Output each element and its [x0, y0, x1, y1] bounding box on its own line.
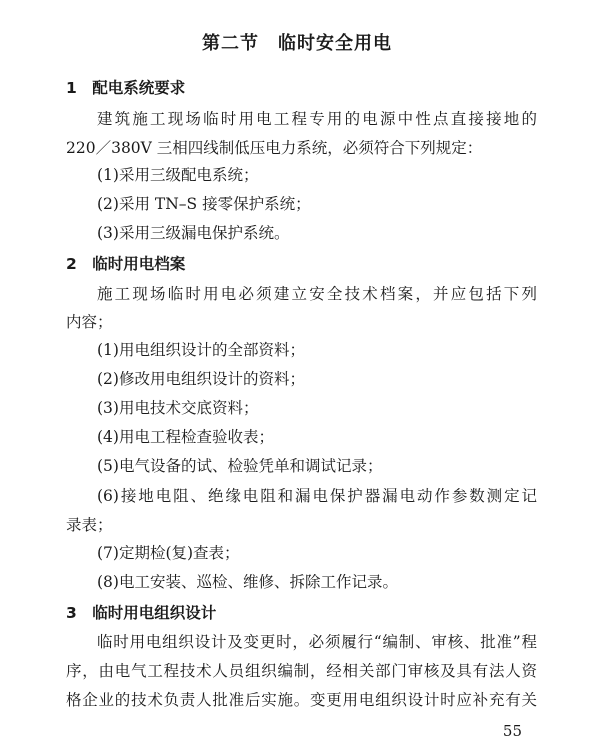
page-number: 55 — [502, 722, 522, 740]
list-item: (3)用电技术交底资料； — [97, 399, 259, 417]
paragraph-line: 内容； — [66, 313, 113, 331]
list-item: (2)采用 TN–S 接零保护系统； — [97, 195, 311, 213]
list-item: (3)采用三级漏电保护系统。 — [97, 224, 290, 242]
paragraph-line: 格企业的技术负责人批准后实施。变更用电组织设计时应补充有关 — [66, 691, 537, 709]
list-item: (5)电气设备的试、检验凭单和调试记录； — [97, 457, 383, 475]
list-item: (4)用电工程检查验收表； — [97, 428, 274, 446]
list-item: (6)接地电阻、绝缘电阻和漏电保护器漏电动作参数测定记 — [97, 487, 537, 505]
paragraph-line: 临时用电组织设计及变更时，必须履行“编制、审核、批准”程 — [97, 633, 537, 651]
list-item: (7)定期检(复)查表； — [97, 544, 240, 562]
list-item-continuation: 录表； — [66, 516, 113, 534]
subsection-heading-power-records: 2 临时用电档案 — [66, 255, 186, 273]
list-item: (8)电工安装、巡检、维修、拆除工作记录。 — [97, 573, 398, 591]
section-title: 第二节 临时安全用电 — [202, 33, 392, 54]
list-item: (1)采用三级配电系统； — [97, 166, 259, 184]
paragraph-line: 220／380V 三相四线制低压电力系统，必须符合下列规定： — [66, 139, 483, 157]
paragraph-line: 序，由电气工程技术人员组织编制，经相关部门审核及具有法人资 — [66, 662, 537, 680]
list-item: (2)修改用电组织设计的资料； — [97, 370, 305, 388]
subsection-heading-power-distribution: 1 配电系统要求 — [66, 79, 186, 97]
list-item: (1)用电组织设计的全部资料； — [97, 341, 305, 359]
paragraph-line: 施工现场临时用电必须建立安全技术档案，并应包括下列 — [97, 285, 537, 303]
subsection-heading-power-design: 3 临时用电组织设计 — [66, 604, 217, 622]
paragraph-line: 建筑施工现场临时用电工程专用的电源中性点直接接地的 — [97, 110, 537, 128]
